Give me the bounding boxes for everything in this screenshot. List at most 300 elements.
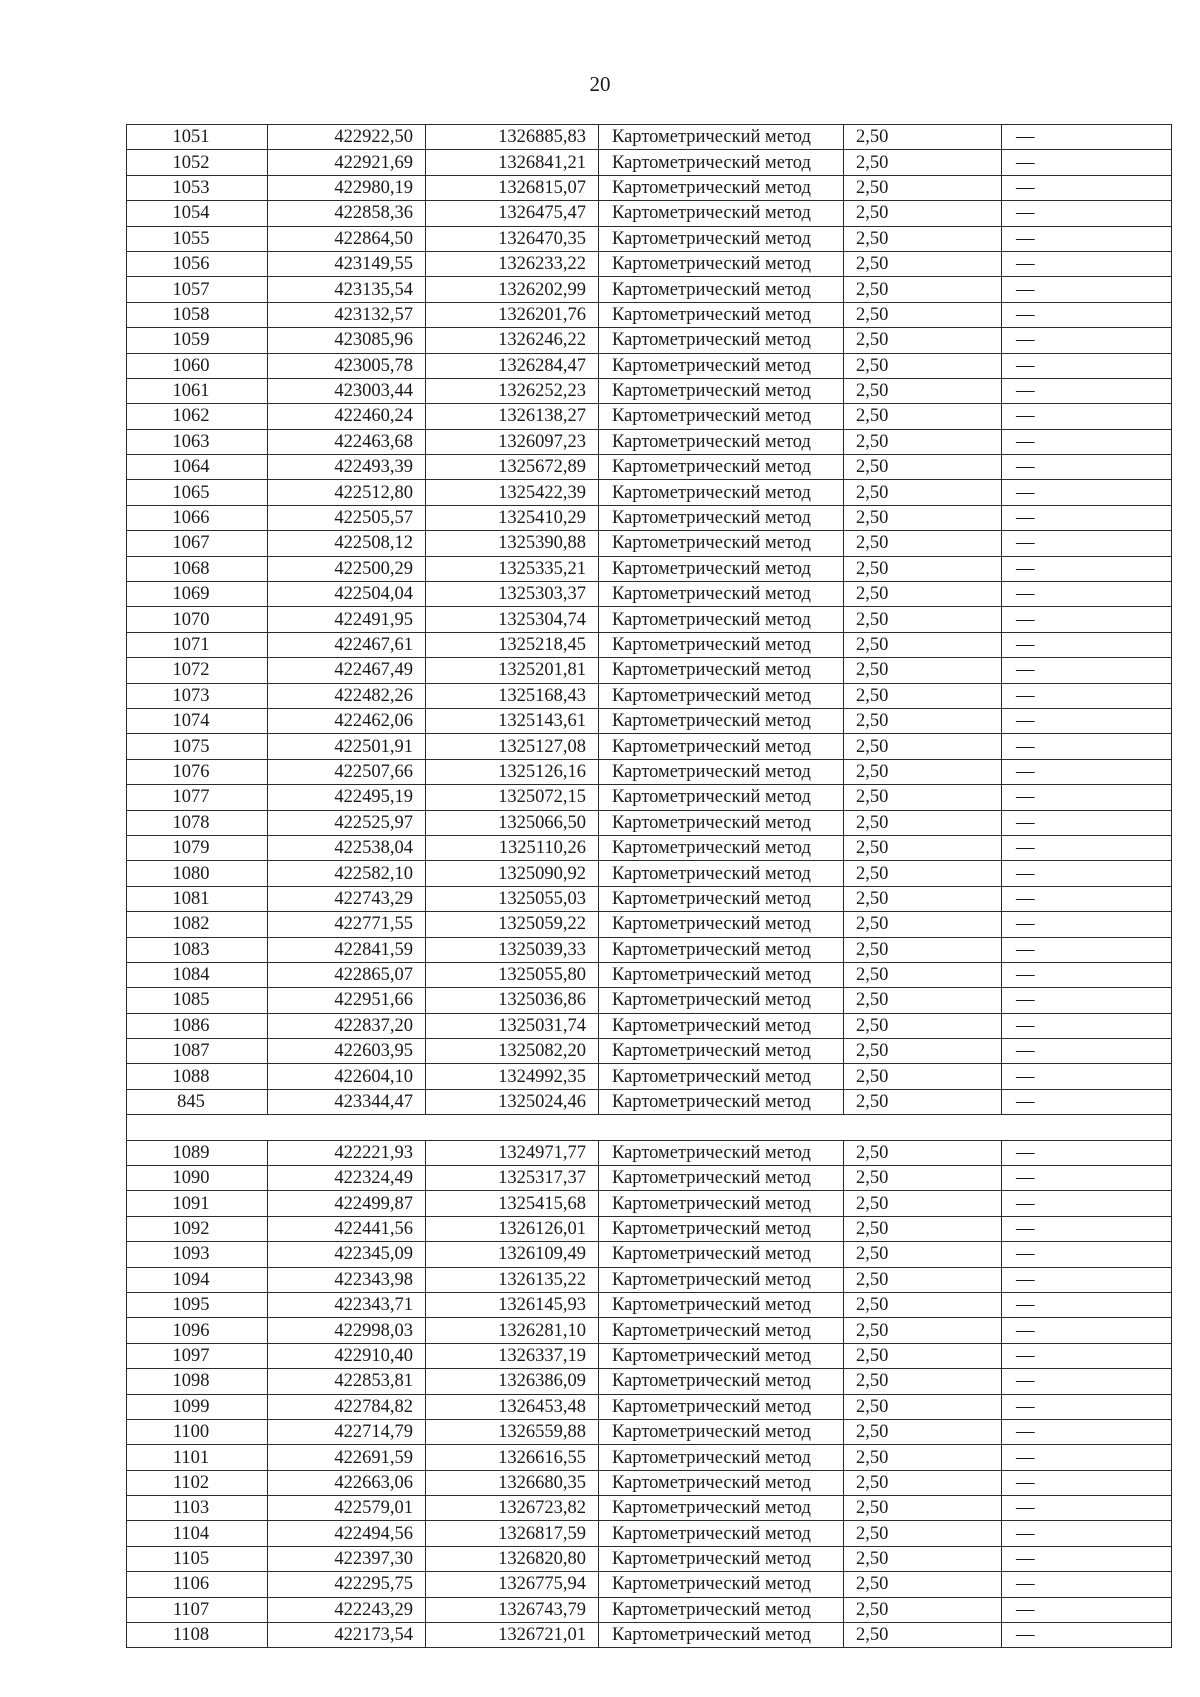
method-cell: Картометрический метод (599, 607, 844, 632)
x-coordinate-cell: 422865,07 (268, 962, 426, 987)
method-cell: Картометрический метод (599, 785, 844, 810)
point-number-cell: 1062 (127, 404, 268, 429)
point-number-cell: 1056 (127, 251, 268, 276)
y-coordinate-cell: 1326743,79 (426, 1597, 599, 1622)
point-number-cell: 1076 (127, 759, 268, 784)
y-coordinate-cell: 1326841,21 (426, 150, 599, 175)
description-cell: — (1002, 1292, 1172, 1317)
description-cell: — (1002, 1064, 1172, 1089)
point-number-cell: 1061 (127, 378, 268, 403)
table-row (127, 835, 1172, 860)
method-cell: Картометрический метод (599, 1369, 844, 1394)
description-cell: — (1002, 150, 1172, 175)
y-coordinate-cell: 1325039,33 (426, 937, 599, 962)
accuracy-cell: 2,50 (844, 1166, 1002, 1191)
x-coordinate-cell: 422512,80 (268, 480, 426, 505)
point-number-cell: 1068 (127, 556, 268, 581)
x-coordinate-cell: 423005,78 (268, 353, 426, 378)
method-cell: Картометрический метод (599, 150, 844, 175)
y-coordinate-cell: 1326475,47 (426, 201, 599, 226)
point-number-cell: 1071 (127, 632, 268, 657)
x-coordinate-cell: 422853,81 (268, 1369, 426, 1394)
y-coordinate-cell: 1326135,22 (426, 1267, 599, 1292)
point-number-cell: 1099 (127, 1394, 268, 1419)
x-coordinate-cell: 422467,61 (268, 632, 426, 657)
point-number-cell: 1094 (127, 1267, 268, 1292)
table-row (127, 1572, 1172, 1597)
description-cell: — (1002, 556, 1172, 581)
method-cell: Картометрический метод (599, 937, 844, 962)
x-coordinate-cell: 422582,10 (268, 861, 426, 886)
accuracy-cell: 2,50 (844, 708, 1002, 733)
accuracy-cell: 2,50 (844, 1369, 1002, 1394)
method-cell: Картометрический метод (599, 277, 844, 302)
x-coordinate-cell: 422603,95 (268, 1039, 426, 1064)
table-row (127, 556, 1172, 581)
accuracy-cell: 2,50 (844, 810, 1002, 835)
table-row (127, 455, 1172, 480)
y-coordinate-cell: 1326559,88 (426, 1419, 599, 1444)
y-coordinate-cell: 1326337,19 (426, 1343, 599, 1368)
method-cell: Картометрический метод (599, 683, 844, 708)
method-cell: Картометрический метод (599, 455, 844, 480)
method-cell: Картометрический метод (599, 988, 844, 1013)
point-number-cell: 1091 (127, 1191, 268, 1216)
method-cell: Картометрический метод (599, 480, 844, 505)
y-coordinate-cell: 1325126,16 (426, 759, 599, 784)
y-coordinate-cell: 1325218,45 (426, 632, 599, 657)
table-row (127, 429, 1172, 454)
point-number-cell: 1057 (127, 277, 268, 302)
accuracy-cell: 2,50 (844, 1546, 1002, 1571)
x-coordinate-cell: 422173,54 (268, 1623, 426, 1648)
accuracy-cell: 2,50 (844, 201, 1002, 226)
description-cell: — (1002, 1597, 1172, 1622)
table-row (127, 1267, 1172, 1292)
table-row (127, 1013, 1172, 1038)
method-cell: Картометрический метод (599, 759, 844, 784)
point-number-cell: 1053 (127, 175, 268, 200)
description-cell: — (1002, 835, 1172, 860)
x-coordinate-cell: 422858,36 (268, 201, 426, 226)
method-cell: Картометрический метод (599, 505, 844, 530)
table-row (127, 378, 1172, 403)
point-number-cell: 1058 (127, 302, 268, 327)
x-coordinate-cell: 422980,19 (268, 175, 426, 200)
method-cell: Картометрический метод (599, 125, 844, 150)
point-number-cell: 1067 (127, 531, 268, 556)
table-row (127, 632, 1172, 657)
description-cell: — (1002, 251, 1172, 276)
method-cell: Картометрический метод (599, 1292, 844, 1317)
y-coordinate-cell: 1326284,47 (426, 353, 599, 378)
x-coordinate-cell: 423135,54 (268, 277, 426, 302)
accuracy-cell: 2,50 (844, 1242, 1002, 1267)
method-cell: Картометрический метод (599, 531, 844, 556)
table-row (127, 1191, 1172, 1216)
method-cell: Картометрический метод (599, 1191, 844, 1216)
table-row (127, 125, 1172, 150)
method-cell: Картометрический метод (599, 226, 844, 251)
method-cell: Картометрический метод (599, 658, 844, 683)
x-coordinate-cell: 422463,68 (268, 429, 426, 454)
point-number-cell: 1078 (127, 810, 268, 835)
method-cell: Картометрический метод (599, 1318, 844, 1343)
description-cell: — (1002, 1572, 1172, 1597)
description-cell: — (1002, 734, 1172, 759)
accuracy-cell: 2,50 (844, 683, 1002, 708)
table-row (127, 1089, 1172, 1114)
method-cell: Картометрический метод (599, 1419, 844, 1444)
method-cell: Картометрический метод (599, 175, 844, 200)
x-coordinate-cell: 422604,10 (268, 1064, 426, 1089)
y-coordinate-cell: 1325082,20 (426, 1039, 599, 1064)
x-coordinate-cell: 422504,04 (268, 582, 426, 607)
y-coordinate-cell: 1325303,37 (426, 582, 599, 607)
y-coordinate-cell: 1326820,80 (426, 1546, 599, 1571)
description-cell: — (1002, 429, 1172, 454)
point-number-cell: 1051 (127, 125, 268, 150)
table-row (127, 505, 1172, 530)
point-number-cell: 1108 (127, 1623, 268, 1648)
table-row (127, 785, 1172, 810)
y-coordinate-cell: 1325066,50 (426, 810, 599, 835)
method-cell: Картометрический метод (599, 1572, 844, 1597)
x-coordinate-cell: 422837,20 (268, 1013, 426, 1038)
point-number-cell: 1102 (127, 1470, 268, 1495)
accuracy-cell: 2,50 (844, 861, 1002, 886)
x-coordinate-cell: 422397,30 (268, 1546, 426, 1571)
y-coordinate-cell: 1325201,81 (426, 658, 599, 683)
x-coordinate-cell: 422771,55 (268, 912, 426, 937)
table-row (127, 1039, 1172, 1064)
description-cell: — (1002, 861, 1172, 886)
y-coordinate-cell: 1326817,59 (426, 1521, 599, 1546)
table-row (127, 1318, 1172, 1343)
y-coordinate-cell: 1326885,83 (426, 125, 599, 150)
x-coordinate-cell: 422743,29 (268, 886, 426, 911)
table-row (127, 1216, 1172, 1241)
x-coordinate-cell: 422441,56 (268, 1216, 426, 1241)
table-row (127, 1292, 1172, 1317)
accuracy-cell: 2,50 (844, 429, 1002, 454)
y-coordinate-cell: 1325168,43 (426, 683, 599, 708)
accuracy-cell: 2,50 (844, 480, 1002, 505)
point-number-cell: 1105 (127, 1546, 268, 1571)
table-row (127, 1166, 1172, 1191)
point-number-cell: 1101 (127, 1445, 268, 1470)
y-coordinate-cell: 1325031,74 (426, 1013, 599, 1038)
table-row (127, 810, 1172, 835)
description-cell: — (1002, 302, 1172, 327)
accuracy-cell: 2,50 (844, 835, 1002, 860)
accuracy-cell: 2,50 (844, 175, 1002, 200)
description-cell: — (1002, 988, 1172, 1013)
y-coordinate-cell: 1325390,88 (426, 531, 599, 556)
method-cell: Картометрический метод (599, 302, 844, 327)
accuracy-cell: 2,50 (844, 962, 1002, 987)
description-cell: — (1002, 1546, 1172, 1571)
y-coordinate-cell: 1326470,35 (426, 226, 599, 251)
x-coordinate-cell: 423003,44 (268, 378, 426, 403)
description-cell: — (1002, 1623, 1172, 1648)
description-cell: — (1002, 404, 1172, 429)
page-number: 20 (589, 72, 611, 96)
accuracy-cell: 2,50 (844, 251, 1002, 276)
point-number-cell: 1072 (127, 658, 268, 683)
point-number-cell: 1054 (127, 201, 268, 226)
y-coordinate-cell: 1326252,23 (426, 378, 599, 403)
y-coordinate-cell: 1325055,80 (426, 962, 599, 987)
method-cell: Картометрический метод (599, 1140, 844, 1165)
table-row (127, 277, 1172, 302)
table-row (127, 912, 1172, 937)
table-row (127, 353, 1172, 378)
table-row (127, 988, 1172, 1013)
description-cell: — (1002, 125, 1172, 150)
accuracy-cell: 2,50 (844, 404, 1002, 429)
accuracy-cell: 2,50 (844, 607, 1002, 632)
x-coordinate-cell: 422494,56 (268, 1521, 426, 1546)
description-cell: — (1002, 810, 1172, 835)
y-coordinate-cell: 1325335,21 (426, 556, 599, 581)
description-cell: — (1002, 1419, 1172, 1444)
method-cell: Картометрический метод (599, 429, 844, 454)
method-cell: Картометрический метод (599, 378, 844, 403)
point-number-cell: 1063 (127, 429, 268, 454)
table-row (127, 861, 1172, 886)
x-coordinate-cell: 422579,01 (268, 1496, 426, 1521)
accuracy-cell: 2,50 (844, 886, 1002, 911)
table-row (127, 937, 1172, 962)
point-number-cell: 1103 (127, 1496, 268, 1521)
point-number-cell: 1092 (127, 1216, 268, 1241)
method-cell: Картометрический метод (599, 1597, 844, 1622)
description-cell: — (1002, 785, 1172, 810)
table-row (127, 150, 1172, 175)
x-coordinate-cell: 423149,55 (268, 251, 426, 276)
y-coordinate-cell: 1325317,37 (426, 1166, 599, 1191)
table-row (127, 1623, 1172, 1648)
point-number-cell: 1088 (127, 1064, 268, 1089)
description-cell: — (1002, 531, 1172, 556)
method-cell: Картометрический метод (599, 556, 844, 581)
method-cell: Картометрический метод (599, 810, 844, 835)
x-coordinate-cell: 423132,57 (268, 302, 426, 327)
point-number-cell: 1052 (127, 150, 268, 175)
description-cell: — (1002, 886, 1172, 911)
x-coordinate-cell: 422500,29 (268, 556, 426, 581)
x-coordinate-cell: 422538,04 (268, 835, 426, 860)
method-cell: Картометрический метод (599, 1267, 844, 1292)
y-coordinate-cell: 1326453,48 (426, 1394, 599, 1419)
x-coordinate-cell: 422343,71 (268, 1292, 426, 1317)
point-number-cell: 1070 (127, 607, 268, 632)
accuracy-cell: 2,50 (844, 937, 1002, 962)
point-number-cell: 1077 (127, 785, 268, 810)
table-row (127, 1521, 1172, 1546)
accuracy-cell: 2,50 (844, 734, 1002, 759)
description-cell: — (1002, 1318, 1172, 1343)
x-coordinate-cell: 422505,57 (268, 505, 426, 530)
y-coordinate-cell: 1325415,68 (426, 1191, 599, 1216)
method-cell: Картометрический метод (599, 1216, 844, 1241)
method-cell: Картометрический метод (599, 886, 844, 911)
x-coordinate-cell: 422691,59 (268, 1445, 426, 1470)
accuracy-cell: 2,50 (844, 1064, 1002, 1089)
accuracy-cell: 2,50 (844, 658, 1002, 683)
point-number-cell: 1069 (127, 582, 268, 607)
accuracy-cell: 2,50 (844, 1470, 1002, 1495)
y-coordinate-cell: 1325036,86 (426, 988, 599, 1013)
y-coordinate-cell: 1326097,23 (426, 429, 599, 454)
description-cell: — (1002, 353, 1172, 378)
description-cell: — (1002, 1242, 1172, 1267)
table-row (127, 708, 1172, 733)
method-cell: Картометрический метод (599, 1013, 844, 1038)
x-coordinate-cell: 422482,26 (268, 683, 426, 708)
x-coordinate-cell: 422998,03 (268, 1318, 426, 1343)
x-coordinate-cell: 423085,96 (268, 328, 426, 353)
point-number-cell: 1064 (127, 455, 268, 480)
description-cell: — (1002, 1445, 1172, 1470)
method-cell: Картометрический метод (599, 201, 844, 226)
x-coordinate-cell: 422345,09 (268, 1242, 426, 1267)
y-coordinate-cell: 1326386,09 (426, 1369, 599, 1394)
x-coordinate-cell: 422493,39 (268, 455, 426, 480)
x-coordinate-cell: 422460,24 (268, 404, 426, 429)
y-coordinate-cell: 1325143,61 (426, 708, 599, 733)
y-coordinate-cell: 1326201,76 (426, 302, 599, 327)
point-number-cell: 1059 (127, 328, 268, 353)
accuracy-cell: 2,50 (844, 328, 1002, 353)
point-number-cell: 1075 (127, 734, 268, 759)
y-coordinate-cell: 1326775,94 (426, 1572, 599, 1597)
table-row (127, 1369, 1172, 1394)
accuracy-cell: 2,50 (844, 556, 1002, 581)
method-cell: Картометрический метод (599, 1166, 844, 1191)
point-number-cell: 1066 (127, 505, 268, 530)
point-number-cell: 1085 (127, 988, 268, 1013)
description-cell: — (1002, 175, 1172, 200)
point-number-cell: 1080 (127, 861, 268, 886)
description-cell: — (1002, 962, 1172, 987)
y-coordinate-cell: 1325110,26 (426, 835, 599, 860)
method-cell: Картометрический метод (599, 1496, 844, 1521)
x-coordinate-cell: 422784,82 (268, 1394, 426, 1419)
table-row (127, 683, 1172, 708)
accuracy-cell: 2,50 (844, 912, 1002, 937)
method-cell: Картометрический метод (599, 962, 844, 987)
table-row (127, 1470, 1172, 1495)
x-coordinate-cell: 422295,75 (268, 1572, 426, 1597)
table-row (127, 962, 1172, 987)
y-coordinate-cell: 1326246,22 (426, 328, 599, 353)
y-coordinate-cell: 1326145,93 (426, 1292, 599, 1317)
y-coordinate-cell: 1325072,15 (426, 785, 599, 810)
y-coordinate-cell: 1326126,01 (426, 1216, 599, 1241)
accuracy-cell: 2,50 (844, 1623, 1002, 1648)
description-cell: — (1002, 277, 1172, 302)
point-number-cell: 1098 (127, 1369, 268, 1394)
point-number-cell: 1055 (127, 226, 268, 251)
table-row (127, 1546, 1172, 1571)
table-row (127, 302, 1172, 327)
description-cell: — (1002, 505, 1172, 530)
x-coordinate-cell: 422221,93 (268, 1140, 426, 1165)
method-cell: Картометрический метод (599, 1242, 844, 1267)
description-cell: — (1002, 1521, 1172, 1546)
table-row (127, 531, 1172, 556)
table-row (127, 1394, 1172, 1419)
table-row (127, 328, 1172, 353)
y-coordinate-cell: 1325127,08 (426, 734, 599, 759)
description-cell: — (1002, 226, 1172, 251)
description-cell: — (1002, 201, 1172, 226)
point-number-cell: 1087 (127, 1039, 268, 1064)
method-cell: Картометрический метод (599, 1343, 844, 1368)
method-cell: Картометрический метод (599, 1546, 844, 1571)
y-coordinate-cell: 1326202,99 (426, 277, 599, 302)
table-row (127, 201, 1172, 226)
accuracy-cell: 2,50 (844, 582, 1002, 607)
y-coordinate-cell: 1326138,27 (426, 404, 599, 429)
point-number-cell: 1082 (127, 912, 268, 937)
accuracy-cell: 2,50 (844, 150, 1002, 175)
method-cell: Картометрический метод (599, 632, 844, 657)
accuracy-cell: 2,50 (844, 1216, 1002, 1241)
accuracy-cell: 2,50 (844, 1572, 1002, 1597)
description-cell: — (1002, 1496, 1172, 1521)
x-coordinate-cell: 422462,06 (268, 708, 426, 733)
x-coordinate-cell: 422243,29 (268, 1597, 426, 1622)
method-cell: Картометрический метод (599, 1064, 844, 1089)
method-cell: Картометрический метод (599, 1623, 844, 1648)
accuracy-cell: 2,50 (844, 1343, 1002, 1368)
table-row (127, 1597, 1172, 1622)
method-cell: Картометрический метод (599, 353, 844, 378)
point-number-cell: 1065 (127, 480, 268, 505)
description-cell: — (1002, 480, 1172, 505)
accuracy-cell: 2,50 (844, 1089, 1002, 1114)
accuracy-cell: 2,50 (844, 531, 1002, 556)
table-row (127, 1242, 1172, 1267)
accuracy-cell: 2,50 (844, 353, 1002, 378)
y-coordinate-cell: 1325024,46 (426, 1089, 599, 1114)
point-number-cell: 1084 (127, 962, 268, 987)
coordinates-table-body (127, 125, 1172, 1648)
point-number-cell: 1104 (127, 1521, 268, 1546)
point-number-cell: 1083 (127, 937, 268, 962)
y-coordinate-cell: 1325055,03 (426, 886, 599, 911)
x-coordinate-cell: 422525,97 (268, 810, 426, 835)
table-row (127, 251, 1172, 276)
accuracy-cell: 2,50 (844, 505, 1002, 530)
method-cell: Картометрический метод (599, 912, 844, 937)
x-coordinate-cell: 422467,49 (268, 658, 426, 683)
x-coordinate-cell: 422921,69 (268, 150, 426, 175)
description-cell: — (1002, 378, 1172, 403)
accuracy-cell: 2,50 (844, 988, 1002, 1013)
point-number-cell: 1096 (127, 1318, 268, 1343)
method-cell: Картометрический метод (599, 708, 844, 733)
accuracy-cell: 2,50 (844, 1597, 1002, 1622)
coordinates-table (126, 124, 1172, 1648)
description-cell: — (1002, 632, 1172, 657)
point-number-cell: 1073 (127, 683, 268, 708)
method-cell: Картометрический метод (599, 582, 844, 607)
accuracy-cell: 2,50 (844, 1140, 1002, 1165)
